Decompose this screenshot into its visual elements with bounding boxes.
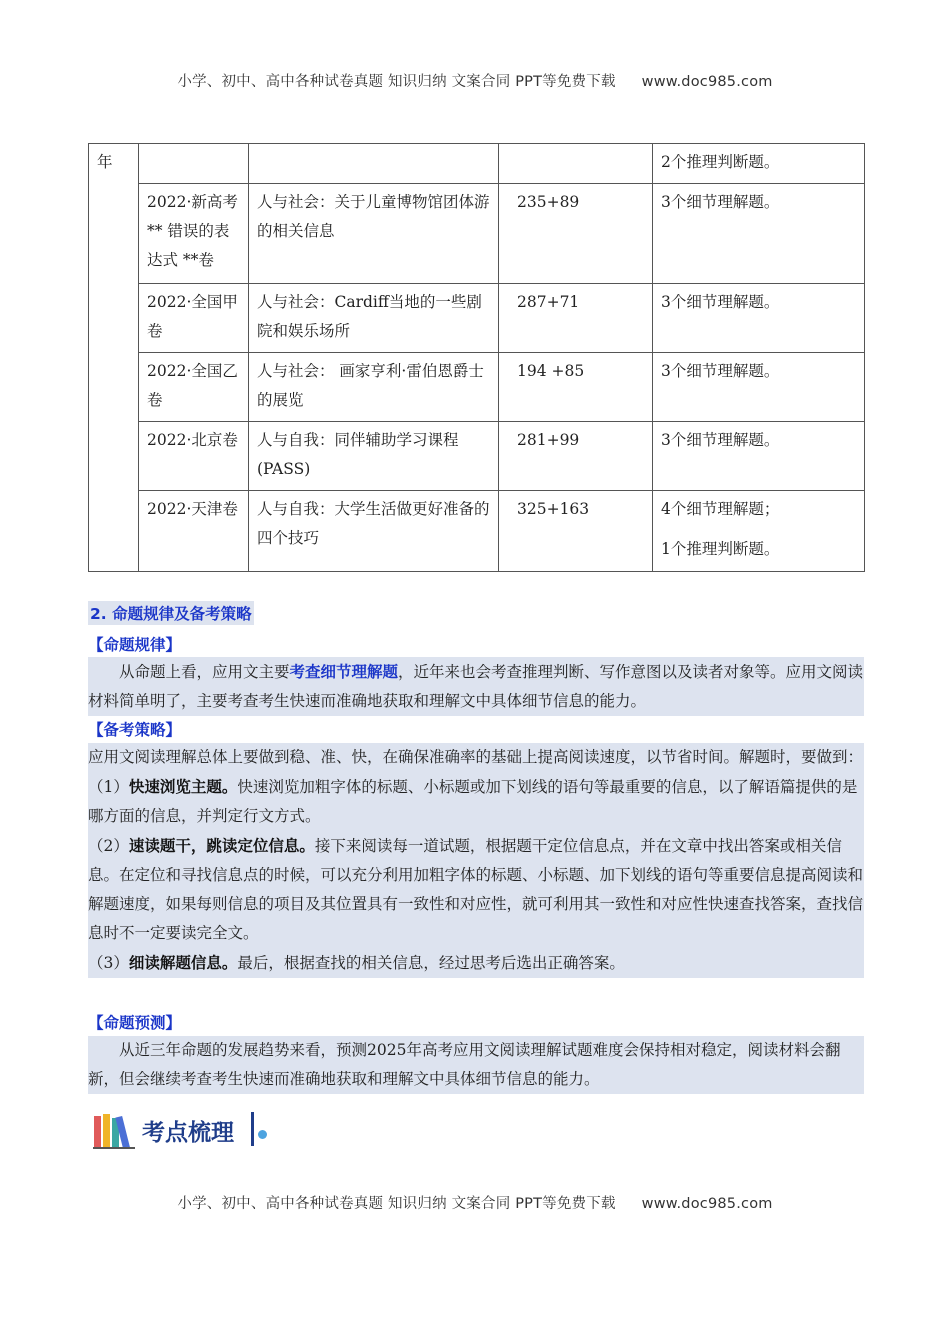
questions-line: 1个推理判断题。: [661, 540, 780, 558]
words-cell: 281+99: [499, 422, 653, 491]
strategy-block: [88, 743, 864, 978]
footer-text: 小学、初中、高中各种试卷真题 知识归纳 文案合同 PPT等免费下载: [177, 1196, 616, 1212]
section-banner: [92, 1108, 282, 1152]
header-text: 小学、初中、高中各种试卷真题 知识归纳 文案合同 PPT等免费下载: [177, 74, 616, 90]
source-cell: [139, 144, 249, 184]
source-cell: 2022·北京卷: [139, 422, 249, 491]
topic-cell: 人与社会：Cardiff当地的一些剧院和娱乐场所: [249, 284, 499, 353]
questions-cell: 3个细节理解题。: [653, 353, 865, 422]
words-cell: 325+163: [499, 491, 653, 572]
rules-paragraph: 从命题上看，应用文主要考查细节理解题，近年来也会考查推理判断、写作意图以及读者对象等。应用文阅读材料简单明了，主要考查考生快速而准确地获取和理解文中具体细节信息的能力。: [88, 662, 864, 710]
exam-table: [88, 143, 865, 572]
strategy-item: （1）快速浏览主题。快速浏览加粗字体的标题、小标题或加下划线的语句等最重要的信息，以了解语篇提供的是哪方面的信息，并判定行文方式。: [88, 777, 858, 825]
words-cell: 194 +85: [499, 353, 653, 422]
questions-cell: 3个细节理解题。: [653, 284, 865, 353]
year-cell: 年: [89, 144, 139, 572]
rules-label: 【命题规律】: [88, 636, 182, 654]
banner-dot: [258, 1130, 267, 1139]
books-icon: [92, 1110, 136, 1150]
table-row: [89, 422, 865, 491]
footer-url[interactable]: www.doc985.com: [641, 1196, 773, 1212]
prediction-label: 【命题预测】: [88, 1014, 182, 1032]
page-header: [0, 70, 950, 91]
strategy-item: （3）细读解题信息。最后，根据查找的相关信息，经过思考后选出正确答案。: [88, 953, 625, 972]
rules-block: [88, 657, 864, 716]
source-cell: 2022·全国乙卷: [139, 353, 249, 422]
topic-cell: 人与自我：同伴辅助学习课程(PASS): [249, 422, 499, 491]
questions-cell: 3个细节理解题。: [653, 422, 865, 491]
table-row: [89, 144, 865, 184]
words-cell: 287+71: [499, 284, 653, 353]
page-footer: [0, 1192, 950, 1213]
words-cell: [499, 144, 653, 184]
section-title: 2. 命题规律及备考策略: [88, 601, 254, 625]
topic-cell: 人与自我：大学生活做更好准备的四个技巧: [249, 491, 499, 572]
prediction-block: [88, 1036, 864, 1094]
prediction-paragraph: 从近三年命题的发展趋势来看，预测2025年高考应用文阅读理解试题难度会保持相对稳定，阅读材料会翻新，但会继续考查考生快速而准确地获取和理解文中具体细节信息的能力。: [88, 1041, 841, 1088]
source-cell: 2022·天津卷: [139, 491, 249, 572]
banner-title: 考点梳理: [142, 1120, 234, 1146]
source-cell: 2022·全国甲卷: [139, 284, 249, 353]
table-row: [89, 491, 865, 572]
table-row: [89, 353, 865, 422]
questions-line: 4个细节理解题；: [661, 500, 780, 518]
questions-cell: 3个细节理解题。: [653, 184, 865, 284]
topic-cell: 人与社会：关于儿童博物馆团体游的相关信息: [249, 184, 499, 284]
strategy-intro: 应用文阅读理解总体上要做到稳、准、快，在确保准确率的基础上提高阅读速度，以节省时间。解题时，要做到：: [88, 748, 864, 766]
banner-divider: [251, 1112, 254, 1146]
table-row: [89, 184, 865, 284]
topic-cell: [249, 144, 499, 184]
rules-highlight: 考查细节理解题: [289, 662, 399, 681]
questions-cell: [653, 491, 865, 572]
questions-cell: 2个推理判断题。: [653, 144, 865, 184]
header-url[interactable]: www.doc985.com: [641, 74, 773, 90]
strategy-label: 【备考策略】: [88, 721, 182, 739]
strategy-item: （2）速读题干，跳读定位信息。接下来阅读每一道试题，根据题干定位信息点，并在文章中找出答案或相关信息。在定位和寻找信息点的时候，可以充分利用加粗字体的标题、小标题、加下划线的语句等重要信息提高阅读和解题速度，如果每则信息的项目及其位置具有一致性和对应性，就可利用其一致性和对应性快速查找答案，查找信息时不一定要读完全文。: [88, 836, 864, 942]
words-cell: 235+89: [499, 184, 653, 284]
source-cell: 2022·新高考 ** 错误的表达式 **卷: [139, 184, 249, 284]
topic-cell: 人与社会： 画家亨利·雷伯恩爵士的展览: [249, 353, 499, 422]
table-row: [89, 284, 865, 353]
